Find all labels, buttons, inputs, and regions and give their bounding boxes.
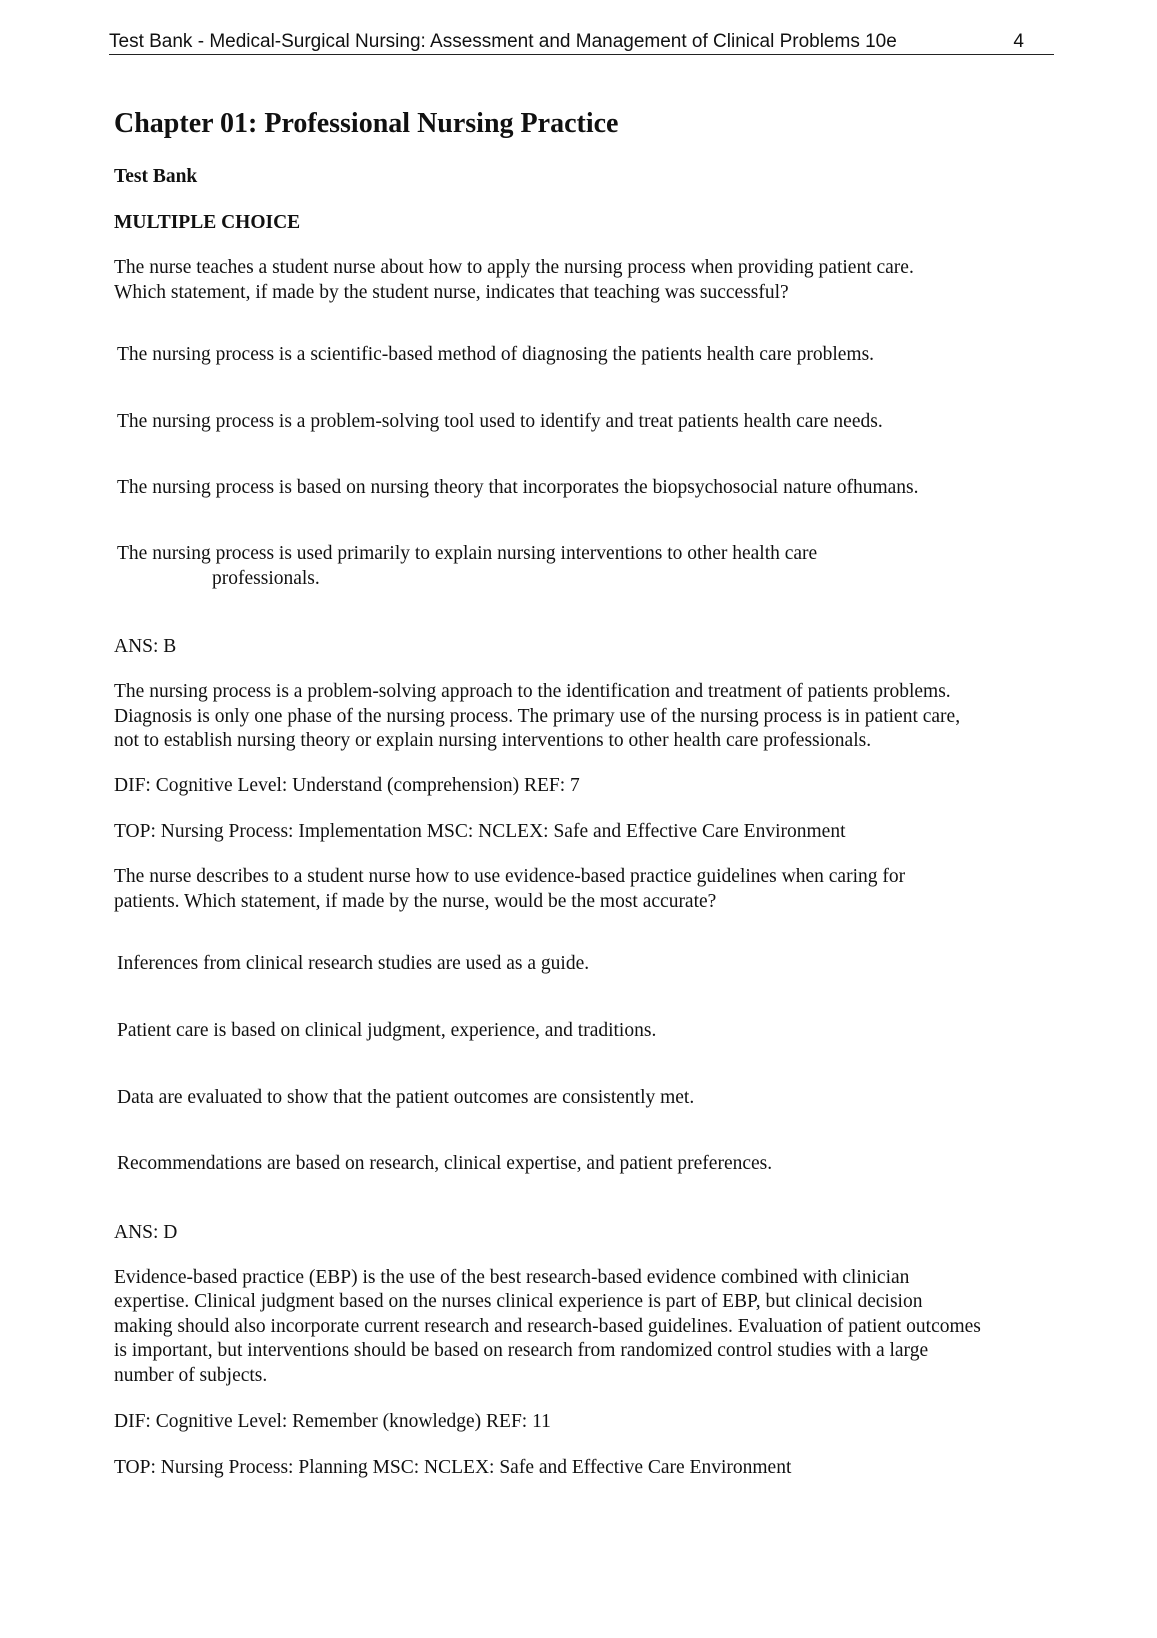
- question-2-option-d: Recommendations are based on research, clinical expertise, and patient preferences.: [117, 1153, 773, 1174]
- question-1-option-b: The nursing process is a problem-solving tool used to identify and treat patients health care needs.: [117, 411, 883, 432]
- header-title: Test Bank - Medical-Surgical Nursing: Assessment and Management of Clinical Problems 10e: [109, 31, 897, 52]
- question-1-stem-line: Which statement, if made by the student nurse, indicates that teaching was successful?: [114, 282, 789, 303]
- page-number: 4: [1013, 31, 1024, 52]
- running-header: [109, 30, 1054, 55]
- question-1-option-c: The nursing process is based on nursing theory that incorporates the biopsychosocial nature ofhumans.: [117, 477, 919, 498]
- question-2-option-a: Inferences from clinical research studies are used as a guide.: [117, 953, 590, 974]
- question-2-option-c: Data are evaluated to show that the patient outcomes are consistently met.: [117, 1087, 695, 1108]
- question-1-dif: DIF: Cognitive Level: Understand (comprehension) REF: 7: [114, 775, 580, 796]
- question-2-option-b: Patient care is based on clinical judgment, experience, and traditions.: [117, 1020, 657, 1041]
- question-1-option-d: The nursing process is used primarily to explain nursing interventions to other health care: [117, 543, 818, 564]
- question-2-dif: DIF: Cognitive Level: Remember (knowledge) REF: 11: [114, 1411, 551, 1432]
- question-2-rationale-line: is important, but interventions should be based on research from randomized control studies with a large: [114, 1340, 929, 1361]
- question-2-rationale-line: number of subjects.: [114, 1365, 268, 1386]
- question-1-stem-line: The nurse teaches a student nurse about how to apply the nursing process when providing patient care.: [114, 257, 914, 278]
- chapter-title: Chapter 01: Professional Nursing Practice: [114, 108, 619, 139]
- question-1-rationale-line: The nursing process is a problem-solving approach to the identification and treatment of patients problems.: [114, 681, 951, 702]
- question-2-rationale-line: expertise. Clinical judgment based on the nurses clinical experience is part of EBP, but clinical decision: [114, 1291, 923, 1312]
- section-label: Test Bank: [114, 166, 198, 187]
- question-2-answer: ANS: D: [114, 1222, 178, 1243]
- question-2-stem-line: patients. Which statement, if made by the nurse, would be the most accurate?: [114, 891, 717, 912]
- question-1-rationale-line: not to establish nursing theory or explain nursing interventions to other health care professionals.: [114, 730, 872, 751]
- question-1-option-a: The nursing process is a scientific-based method of diagnosing the patients health care problems.: [117, 344, 875, 365]
- question-2-stem-line: The nurse describes to a student nurse how to use evidence-based practice guidelines when caring for: [114, 866, 906, 887]
- question-1-rationale-line: Diagnosis is only one phase of the nursing process. The primary use of the nursing process is in patient care,: [114, 706, 961, 727]
- question-type-heading: MULTIPLE CHOICE: [114, 212, 301, 233]
- question-2-rationale-line: making should also incorporate current research and research-based guidelines. Evaluation of patient outcomes: [114, 1316, 981, 1337]
- question-2-top: TOP: Nursing Process: Planning MSC: NCLEX: Safe and Effective Care Environment: [114, 1457, 792, 1478]
- question-1-answer: ANS: B: [114, 636, 177, 657]
- question-1-top: TOP: Nursing Process: Implementation MSC: NCLEX: Safe and Effective Care Environment: [114, 821, 846, 842]
- question-1-option-d-continuation: professionals.: [212, 568, 320, 589]
- question-2-rationale-line: Evidence-based practice (EBP) is the use of the best research-based evidence combined with clinician: [114, 1267, 910, 1288]
